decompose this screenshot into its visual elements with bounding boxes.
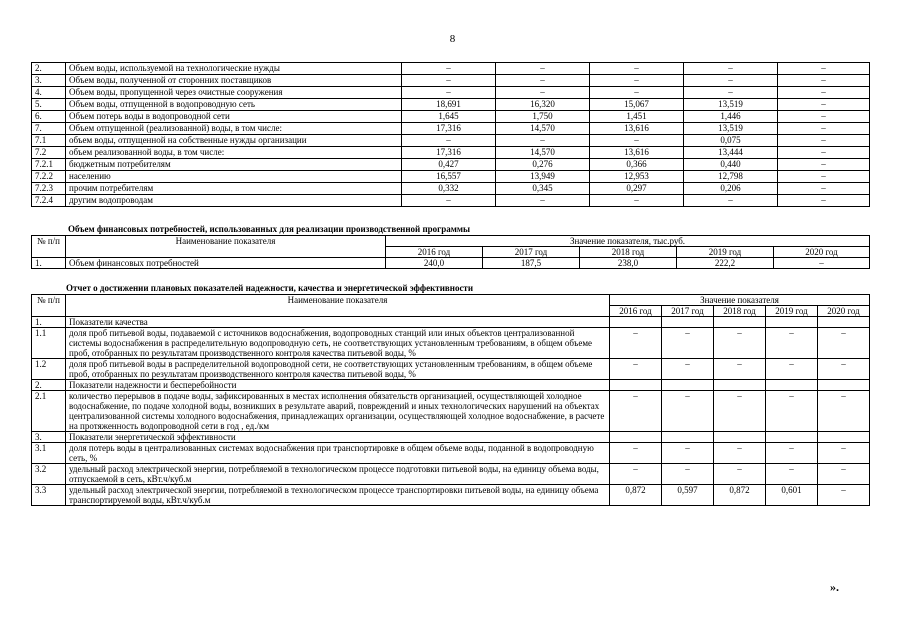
value-cell: – <box>496 135 590 147</box>
value-cell: – <box>590 195 684 207</box>
row-name: объем реализованной воды, в том числе: <box>66 147 402 159</box>
value-cell: – <box>778 171 870 183</box>
value-cell: 222,2 <box>677 258 774 269</box>
value-cell: – <box>774 258 870 269</box>
table-row <box>32 171 870 183</box>
value-cell: – <box>402 75 496 87</box>
row-name: бюджетным потребителям <box>66 159 402 171</box>
table-row <box>32 391 870 432</box>
empty-cell <box>662 317 714 328</box>
row-name: Объем воды, используемой на технологические нужды <box>66 63 402 75</box>
value-cell: 0,366 <box>590 159 684 171</box>
value-cell: – <box>590 75 684 87</box>
table-row <box>32 464 870 485</box>
table-row <box>32 75 870 87</box>
table-row <box>32 485 870 506</box>
row-number: 3. <box>32 432 66 443</box>
value-cell: – <box>610 359 662 380</box>
value-cell: – <box>778 63 870 75</box>
value-cell: – <box>590 135 684 147</box>
year-header: 2019 год <box>677 247 774 258</box>
table-row <box>32 443 870 464</box>
row-name: объем воды, отпущенной на собственные нужды организации <box>66 135 402 147</box>
empty-cell <box>818 432 870 443</box>
row-name: Объем воды, пропущенной через очистные сооружения <box>66 87 402 99</box>
value-cell: – <box>766 464 818 485</box>
value-cell: 14,570 <box>496 147 590 159</box>
row-name: прочим потребителям <box>66 183 402 195</box>
table-row <box>32 99 870 111</box>
row-number: 1. <box>32 258 66 269</box>
value-cell: 12,953 <box>590 171 684 183</box>
row-name: Объем воды, полученной от сторонних поставщиков <box>66 75 402 87</box>
row-number: 2. <box>32 63 66 75</box>
year-header: 2020 год <box>818 306 870 317</box>
value-cell: 0,332 <box>402 183 496 195</box>
value-cell: – <box>684 75 778 87</box>
row-number: 2.1 <box>32 391 66 432</box>
table-row <box>32 63 870 75</box>
section-row <box>32 380 870 391</box>
header-num: № п/п <box>32 295 66 317</box>
value-cell: – <box>766 328 818 359</box>
year-header: 2016 год <box>386 247 483 258</box>
value-cell: 0,276 <box>496 159 590 171</box>
value-cell: – <box>402 87 496 99</box>
value-cell: 16,320 <box>496 99 590 111</box>
row-name: Объем финансовых потребностей <box>66 258 386 269</box>
value-cell: 1,750 <box>496 111 590 123</box>
table-row <box>32 183 870 195</box>
value-cell: – <box>778 183 870 195</box>
value-cell: 16,557 <box>402 171 496 183</box>
row-name: удельный расход электрической энергии, потребляемой в технологическом процессе транспортировки питьевой воды, на единицу объема транспортируемой воды, кВт.ч/куб.м <box>66 485 610 506</box>
value-cell: – <box>778 135 870 147</box>
value-cell: – <box>590 63 684 75</box>
row-name: Показатели качества <box>66 317 610 328</box>
table-row <box>32 135 870 147</box>
value-cell: 0,206 <box>684 183 778 195</box>
value-cell: – <box>610 328 662 359</box>
value-cell: – <box>496 87 590 99</box>
value-cell: – <box>662 359 714 380</box>
row-name: населению <box>66 171 402 183</box>
value-cell: 0,440 <box>684 159 778 171</box>
value-cell: – <box>818 328 870 359</box>
empty-cell <box>766 380 818 391</box>
year-header: 2018 год <box>714 306 766 317</box>
value-cell: 1,451 <box>590 111 684 123</box>
value-cell: – <box>684 195 778 207</box>
year-header: 2020 год <box>774 247 870 258</box>
financial-needs-table <box>31 235 870 269</box>
value-cell: 0,597 <box>662 485 714 506</box>
value-cell: – <box>714 359 766 380</box>
value-cell: – <box>402 63 496 75</box>
value-cell: – <box>766 443 818 464</box>
value-cell: 1,446 <box>684 111 778 123</box>
empty-cell <box>766 432 818 443</box>
value-cell: – <box>610 443 662 464</box>
year-header: 2016 год <box>610 306 662 317</box>
empty-cell <box>714 380 766 391</box>
page-number: 8 <box>449 33 456 45</box>
section-row <box>32 317 870 328</box>
row-number: 3. <box>32 75 66 87</box>
row-number: 5. <box>32 99 66 111</box>
row-name: доля проб питьевой воды, подаваемой с источников водоснабжения, водопроводных станций или иных объектов централизованной системы водоснабжения в распределительную водопроводную сеть, не соответствующих установленным требованиям, в общем объеме проб, отобранных по результатам производственного контроля качества питьевой воды, % <box>66 328 610 359</box>
value-cell: – <box>496 75 590 87</box>
row-number: 2. <box>32 380 66 391</box>
value-cell: – <box>610 464 662 485</box>
value-cell: 238,0 <box>580 258 677 269</box>
table-row <box>32 195 870 207</box>
header-num: № п/п <box>32 236 66 258</box>
empty-cell <box>818 380 870 391</box>
value-cell: – <box>714 391 766 432</box>
row-number: 7.2 <box>32 147 66 159</box>
empty-cell <box>714 317 766 328</box>
header-name: Наименование показателя <box>66 295 610 317</box>
value-cell: – <box>662 464 714 485</box>
table-row <box>32 258 870 269</box>
value-cell: – <box>662 391 714 432</box>
value-cell: – <box>714 443 766 464</box>
closing-mark: ». <box>830 580 839 594</box>
table-row <box>32 359 870 380</box>
row-name: удельный расход электрической энергии, потребляемой в технологическом процессе подготовки питьевой воды, на единицу объема воды, отпускаемой в сеть, кВт.ч/куб.м <box>66 464 610 485</box>
row-number: 7. <box>32 123 66 135</box>
value-cell: 0,297 <box>590 183 684 195</box>
section-row <box>32 432 870 443</box>
year-header: 2017 год <box>483 247 580 258</box>
value-cell: – <box>684 63 778 75</box>
table-row <box>32 159 870 171</box>
row-number: 3.1 <box>32 443 66 464</box>
row-number: 1.1 <box>32 328 66 359</box>
table-row <box>32 123 870 135</box>
row-number: 6. <box>32 111 66 123</box>
empty-cell <box>662 432 714 443</box>
header-value: Значение показателя, тыс.руб. <box>386 236 870 247</box>
value-cell: – <box>684 87 778 99</box>
year-header: 2018 год <box>580 247 677 258</box>
table-row <box>32 87 870 99</box>
row-name: Объем отпущенной (реализованной) воды, в том числе: <box>66 123 402 135</box>
table-row <box>32 147 870 159</box>
table-row <box>32 328 870 359</box>
value-cell: 17,316 <box>402 147 496 159</box>
row-name: Объем потерь воды в водопроводной сети <box>66 111 402 123</box>
row-number: 4. <box>32 87 66 99</box>
value-cell: 14,570 <box>496 123 590 135</box>
value-cell: – <box>818 464 870 485</box>
value-cell: 13,949 <box>496 171 590 183</box>
row-number: 1. <box>32 317 66 328</box>
value-cell: – <box>402 195 496 207</box>
performance-indicators-table <box>31 294 870 506</box>
value-cell: 17,316 <box>402 123 496 135</box>
row-name: доля потерь воды в централизованных системах водоснабжения при транспортировке в общем объеме воды, поданной в водопроводную сеть, % <box>66 443 610 464</box>
empty-cell <box>818 317 870 328</box>
value-cell: – <box>714 464 766 485</box>
empty-cell <box>766 317 818 328</box>
value-cell: 13,519 <box>684 123 778 135</box>
value-cell: 12,798 <box>684 171 778 183</box>
value-cell: – <box>766 359 818 380</box>
value-cell: 0,427 <box>402 159 496 171</box>
value-cell: – <box>818 391 870 432</box>
row-name: Показатели надежности и бесперебойности <box>66 380 610 391</box>
value-cell: 13,519 <box>684 99 778 111</box>
row-number: 1.2 <box>32 359 66 380</box>
value-cell: – <box>818 443 870 464</box>
header-name: Наименование показателя <box>66 236 386 258</box>
row-name: доля проб питьевой воды в распределительной водопроводной сети, не соответствующих установленным требованиям, в общем объеме проб, отобранных по результатам производственного контроля качества питьевой воды, % <box>66 359 610 380</box>
row-name: другим водопроводам <box>66 195 402 207</box>
value-cell: – <box>778 99 870 111</box>
value-cell: – <box>778 159 870 171</box>
row-name: Показатели энергетической эффективности <box>66 432 610 443</box>
value-cell: 1,645 <box>402 111 496 123</box>
value-cell: 18,691 <box>402 99 496 111</box>
value-cell: – <box>778 87 870 99</box>
value-cell: – <box>590 87 684 99</box>
value-cell: – <box>496 195 590 207</box>
value-cell: – <box>818 359 870 380</box>
empty-cell <box>610 317 662 328</box>
value-cell: 15,067 <box>590 99 684 111</box>
value-cell: – <box>496 63 590 75</box>
value-cell: – <box>778 195 870 207</box>
year-header: 2019 год <box>766 306 818 317</box>
value-cell: 0,075 <box>684 135 778 147</box>
value-cell: 0,345 <box>496 183 590 195</box>
value-cell: – <box>778 147 870 159</box>
value-cell: – <box>818 485 870 506</box>
empty-cell <box>610 380 662 391</box>
financial-table-title: Объем финансовых потребностей, использованных для реализации производственной программы <box>68 224 471 234</box>
value-cell: – <box>662 328 714 359</box>
performance-table-title: Отчет о достижении плановых показателей надежности, качества и энергетической эффективности <box>66 283 474 293</box>
value-cell: – <box>778 123 870 135</box>
value-cell: – <box>778 75 870 87</box>
table-row <box>32 111 870 123</box>
row-number: 3.2 <box>32 464 66 485</box>
header-value: Значение показателя <box>610 295 870 306</box>
value-cell: – <box>778 111 870 123</box>
value-cell: – <box>610 391 662 432</box>
value-cell: 13,444 <box>684 147 778 159</box>
water-volume-table <box>31 62 870 207</box>
empty-cell <box>662 380 714 391</box>
empty-cell <box>714 432 766 443</box>
empty-cell <box>610 432 662 443</box>
value-cell: 0,872 <box>610 485 662 506</box>
value-cell: – <box>766 391 818 432</box>
value-cell: 187,5 <box>483 258 580 269</box>
row-number: 7.2.2 <box>32 171 66 183</box>
row-number: 7.2.3 <box>32 183 66 195</box>
row-number: 7.2.4 <box>32 195 66 207</box>
value-cell: 13,616 <box>590 147 684 159</box>
value-cell: – <box>714 328 766 359</box>
value-cell: 240,0 <box>386 258 483 269</box>
row-name: количество перерывов в подаче воды, зафиксированных в местах исполнения обязательств организацией, осуществляющей холодное водоснабжение, по подаче холодной воды, возникших в результате аварий, повреждений и иных технологических нарушений на объектах централизованной системы холодного водоснабжения, принадлежащих организации, осуществляющей холодное водоснабжение, в расчете на протяженность водопроводной сети в год , ед./км <box>66 391 610 432</box>
value-cell: 0,872 <box>714 485 766 506</box>
row-number: 7.2.1 <box>32 159 66 171</box>
row-number: 7.1 <box>32 135 66 147</box>
year-header: 2017 год <box>662 306 714 317</box>
value-cell: – <box>402 135 496 147</box>
value-cell: 13,616 <box>590 123 684 135</box>
row-name: Объем воды, отпущенной в водопроводную сеть <box>66 99 402 111</box>
value-cell: – <box>662 443 714 464</box>
value-cell: 0,601 <box>766 485 818 506</box>
row-number: 3.3 <box>32 485 66 506</box>
